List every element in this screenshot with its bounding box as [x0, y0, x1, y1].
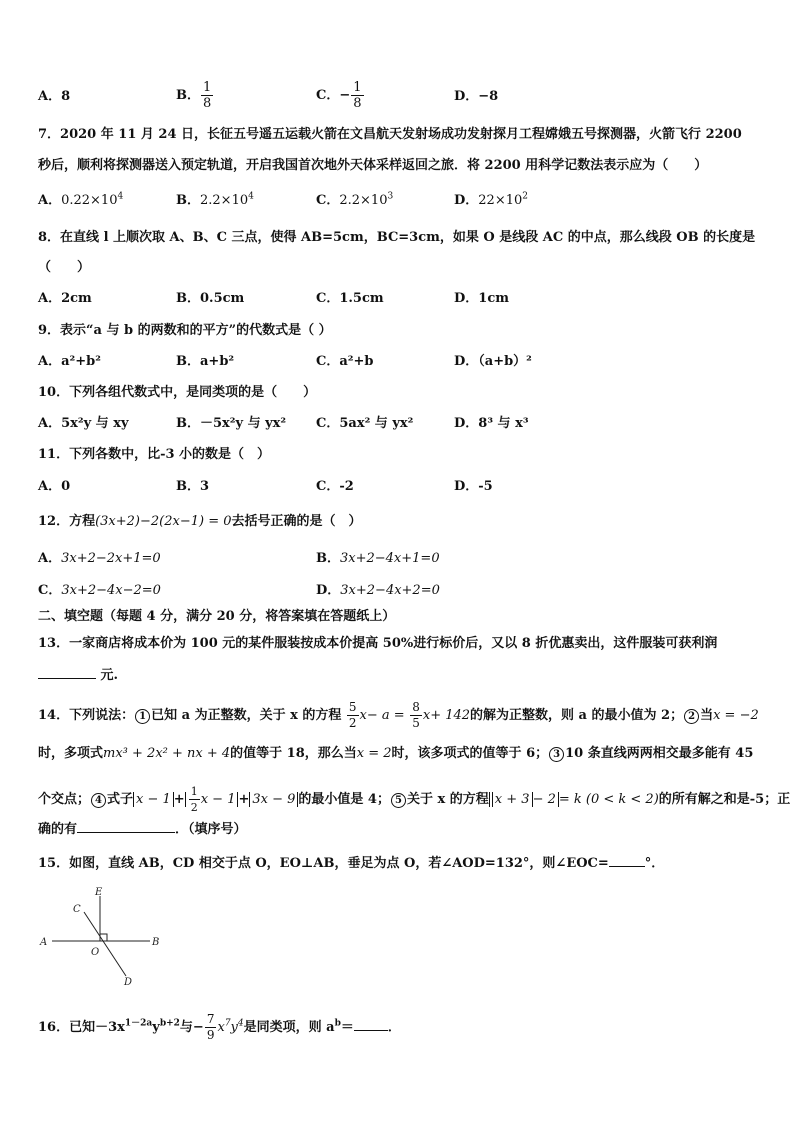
label-b: B [152, 937, 160, 948]
q10-option-d: D．8³ 与 x³ [454, 416, 529, 431]
q15-figure [36, 884, 166, 989]
q10-stem: 10．下列各组代数式中，是同类项的是（ ） [38, 385, 317, 400]
q15-answer-blank[interactable] [609, 854, 645, 867]
line-cd [84, 912, 126, 976]
q9-option-a: A．a²+b² [38, 354, 101, 369]
q8-stem-line2: （ ） [38, 260, 91, 275]
label-e: E [95, 887, 103, 898]
q7-stem-line1: 7．2020 年 11 月 24 日，长征五号遥五运载火箭在文昌航天发射场成功发射探月工程嫦娥五号探测器，火箭飞行 2200 [38, 127, 742, 142]
q12-option-a: A．3x+2−2x+1=0 [38, 551, 161, 566]
q13-answer-blank[interactable] [38, 666, 96, 679]
label-d: D [124, 977, 133, 988]
q14-line1: 14．下列说法： 1 已知 a 为正整数，关于 x 的方程 $\frac{5}{2}$ x− a = $\frac{8}{5}$ x+ 142的解为正整数，则 a 的最小值为 2； 2 当x = −2 [38, 700, 759, 730]
q15-stem: 15．如图，直线 AB，CD 相交于点 O，EO⊥AB，垂足为点 O，若∠AOD=132°，则∠EOC= °． [38, 856, 665, 871]
q8-option-a: A．2cm [38, 291, 92, 306]
label-o: O [91, 947, 100, 958]
q10-option-a: A．5x²y 与 xy [38, 416, 129, 431]
q9-option-c: C．a²+b [316, 354, 374, 369]
q9-stem: 9．表示“a 与 b 的两数和的平方”的代数式是（ ） [38, 323, 332, 338]
section-heading: 二、填空题（每题 4 分，满分 20 分，将答案填在答题纸上） [38, 609, 396, 624]
q12-option-d: D．3x+2−4x+2=0 [316, 583, 440, 598]
q11-option-c: C．-2 [316, 479, 354, 494]
q14-answer-blank[interactable] [77, 820, 175, 833]
q8-option-d: D．1cm [454, 291, 509, 306]
q6-option-a: A．8 [38, 89, 71, 104]
q12-stem: 12．方程(3x+2)−2(2x−1) = 0去括号正确的是（ ） [38, 514, 362, 529]
q11-option-a: A．0 [38, 479, 71, 494]
q14-line3: 个交点； 4 式子 x − 1 + $\frac{1}{2}$ x − 1 + 3x − 9 的最小值是 4； 5 关于 x 的方程 x + 3 − 2 = k (0 < k < 2)的所有解之和是-5；正 [38, 785, 791, 814]
q14-line4: 确的有 ．（填序号） [38, 822, 247, 837]
label-a: A [40, 937, 48, 948]
q7-option-d: D．$22\times 10^2$ [454, 191, 528, 208]
q7-option-c: C．$2.2\times 10^3$ [316, 191, 394, 208]
q8-option-c: C．1.5cm [316, 291, 384, 306]
q11-option-b: B．3 [176, 479, 210, 494]
q9-option-d: D．（a+b）² [454, 354, 532, 369]
label-c: C [73, 904, 81, 915]
q16-stem: 16．已知$-3x^{1-2a}y^{b+2}$与− $\frac{7}{9}$ $x^7y^4$是同类项，则 $a^b=$ ． [38, 1012, 401, 1042]
q6-option-b: B． $\frac{1}{8}$ [176, 80, 212, 111]
q10-option-c: C．5ax² 与 yx² [316, 416, 414, 431]
q10-option-b: B．－5x²y 与 yx² [176, 416, 287, 431]
q7-option-a: A．$0.22\times 10^4$ [38, 191, 124, 208]
q12-option-c: C．3x+2−4x−2=0 [38, 583, 161, 598]
q11-stem: 11．下列各数中，比-3 小的数是（ ） [38, 447, 271, 462]
q12-option-b: B．3x+2−4x+1=0 [316, 551, 440, 566]
q13-stem-line2: 元. [38, 666, 118, 685]
q16-answer-blank[interactable] [354, 1018, 388, 1031]
q11-option-d: D．-5 [454, 479, 493, 494]
q8-stem-line1: 8．在直线 l 上顺次取 A、B、C 三点，使得 AB=5cm，BC=3cm，如果 O 是线段 AC 的中点，那么线段 OB 的长度是 [38, 230, 756, 245]
q6-option-d: D．−8 [454, 89, 499, 104]
q14-line2: 时，多项式mx³ + 2x² + nx + 4的值等于 18，那么当x = 2时，该多项式的值等于 6； 3 10 条直线两两相交最多能有 45 [38, 746, 754, 761]
q9-option-b: B．a+b² [176, 354, 235, 369]
q7-stem-line2: 秒后，顺利将探测器送入预定轨道，开启我国首次地外天体采样返回之旅．将 2200 用科学记数法表示应为（ ） [38, 158, 708, 173]
q6-option-c: C．− $\frac{1}{8}$ [316, 80, 362, 111]
q8-option-b: B．0.5cm [176, 291, 245, 306]
q13-stem-line1: 13．一家商店将成本价为 100 元的某件服装按成本价提高 50%进行标价后，又以 8 折优惠卖出，这件服装可获利润 [38, 636, 718, 651]
q7-option-b: B．$2.2\times 10^4$ [176, 191, 254, 208]
